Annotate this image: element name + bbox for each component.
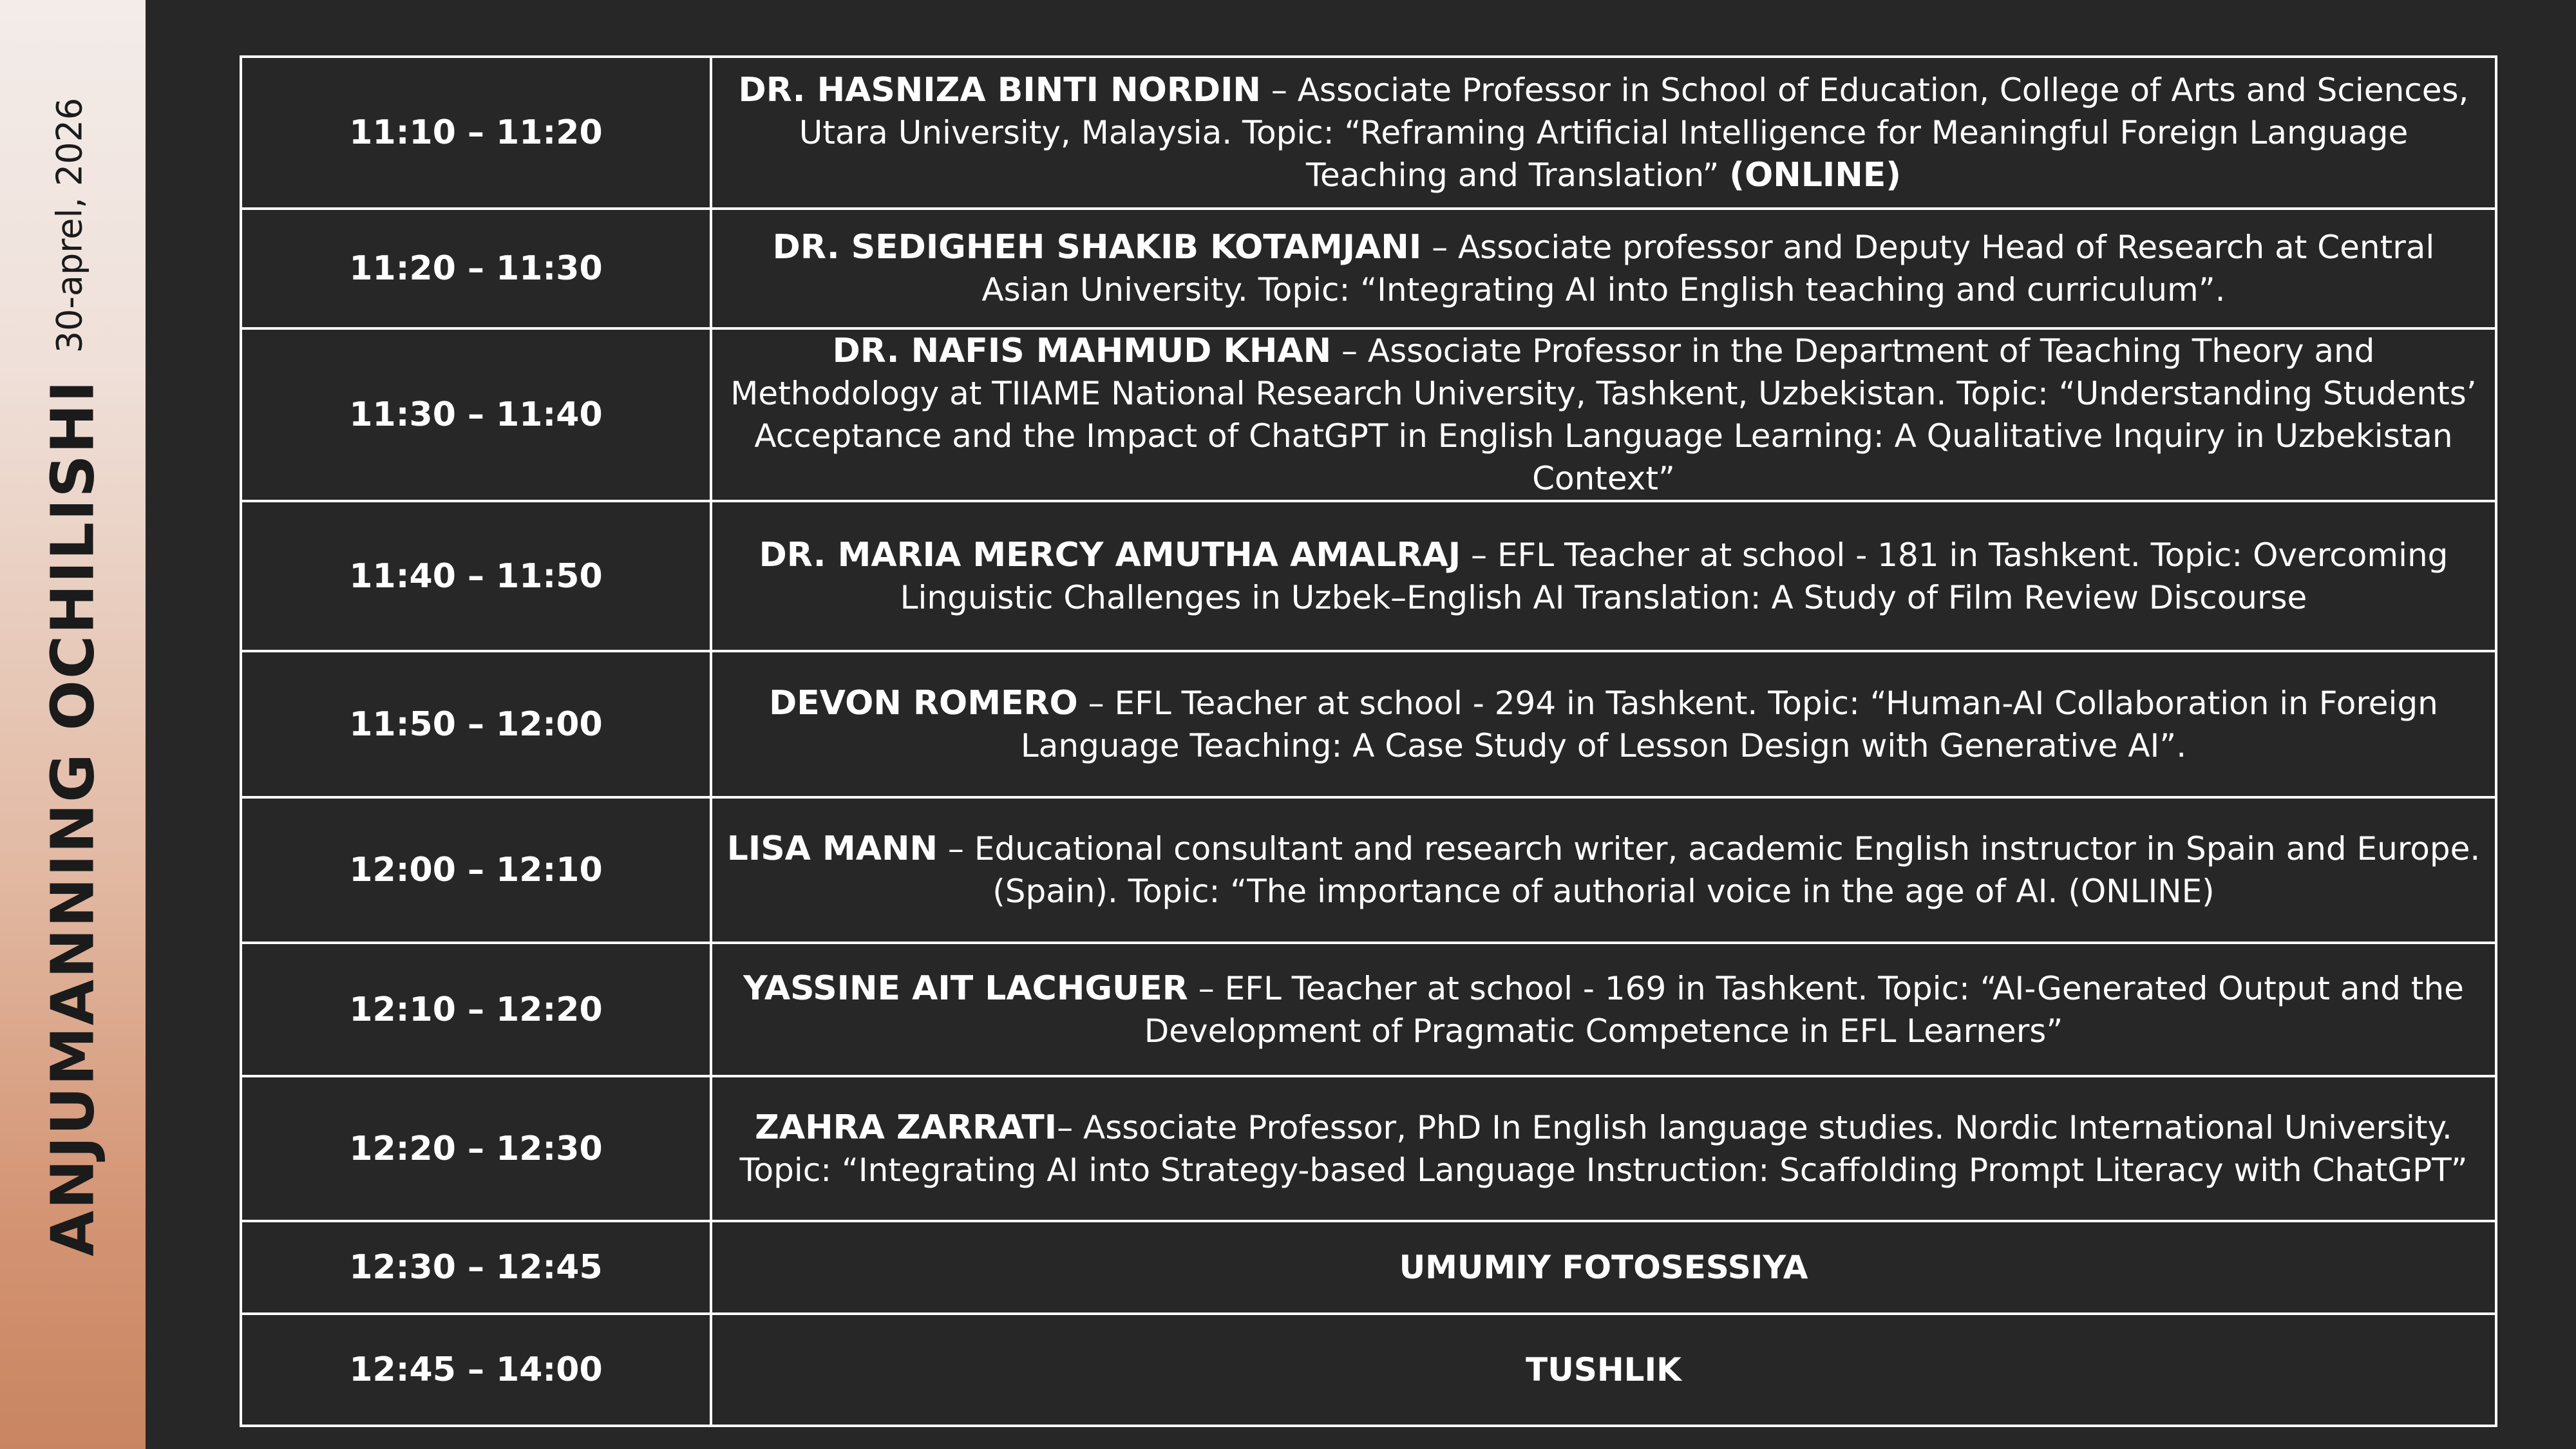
schedule-table bbox=[240, 55, 2497, 1427]
schedule-row bbox=[241, 501, 2496, 651]
session-time: 12:00 – 12:10 bbox=[241, 797, 711, 943]
session-description: – EFL Teacher at school - 169 in Tashkent. Topic: “AI-Generated Output and the Development of Pragmatic Competence in EFL Learners” bbox=[1144, 969, 2464, 1050]
session-description: – Associate Professor in the Department of Teaching Theory and Methodology at TIIAME National Research University, Tashkent, Uzbekistan. Topic: “Understanding Students’ Acceptance and the Impact of ChatGPT in English Language Learning: A Qualitative Inquiry in Uzbekistan Context” bbox=[730, 332, 2477, 497]
speaker-name: DR. NAFIS MAHMUD KHAN bbox=[832, 332, 1332, 370]
session-details bbox=[711, 57, 2496, 209]
session-description: – EFL Teacher at school - 181 in Tashkent. Topic: Overcoming Linguistic Challenges in Uzbek–English AI Translation: A Study of Film Review Discourse bbox=[900, 536, 2448, 616]
speaker-name: DR. MARIA MERCY AMUTHA AMALRAJ bbox=[759, 535, 1461, 574]
session-time: 11:40 – 11:50 bbox=[241, 501, 711, 651]
session-description: – Educational consultant and research writer, academic English instructor in Spain and Europe. (Spain). Topic: “The importance of authorial voice in the age of AI. (ONLINE) bbox=[938, 830, 2481, 910]
session-time: 12:10 – 12:20 bbox=[241, 943, 711, 1076]
speaker-name: YASSINE AIT LACHGUER bbox=[743, 969, 1188, 1008]
schedule-row bbox=[241, 943, 2496, 1076]
session-description: – Associate Professor in School of Education, College of Arts and Sciences, Utara University, Malaysia. Topic: “Reframing Artificial Intelligence for Meaningful Foreign Language Teaching and Translation” bbox=[799, 71, 2469, 194]
session-time: 11:10 – 11:20 bbox=[241, 57, 711, 209]
side-band bbox=[0, 0, 146, 1449]
session-details bbox=[711, 797, 2496, 943]
session-details bbox=[711, 501, 2496, 651]
session-description: – Associate Professor, PhD In English language studies. Nordic International University. Topic: “Integrating AI into Strategy-based Language Instruction: Scaffolding Prompt Literacy with ChatGPT” bbox=[739, 1108, 2468, 1189]
session-description: – EFL Teacher at school - 294 in Tashkent. Topic: “Human-AI Collaboration in Foreign Language Teaching: A Case Study of Lesson Design with Generative AI”. bbox=[1020, 684, 2438, 764]
speaker-name: ZAHRA ZARRATI bbox=[755, 1108, 1057, 1147]
session-event: UMUMIY FOTOSESSIYA bbox=[711, 1221, 2496, 1314]
online-note: (ONLINE) bbox=[1729, 156, 1902, 194]
schedule-row bbox=[241, 797, 2496, 943]
session-event: TUSHLIK bbox=[711, 1314, 2496, 1426]
speaker-name: DR. SEDIGHEH SHAKIB KOTAMJANI bbox=[772, 228, 1422, 267]
schedule-row bbox=[241, 1076, 2496, 1221]
speaker-name: LISA MANN bbox=[726, 829, 938, 868]
session-time: 12:20 – 12:30 bbox=[241, 1076, 711, 1221]
speaker-name: DR. HASNIZA BINTI NORDIN bbox=[738, 71, 1261, 109]
session-time: 11:20 – 11:30 bbox=[241, 209, 711, 328]
session-time: 12:45 – 14:00 bbox=[241, 1314, 711, 1426]
event-date: 30-aprel, 2026 bbox=[49, 97, 90, 354]
schedule-row bbox=[241, 651, 2496, 797]
session-time: 12:30 – 12:45 bbox=[241, 1221, 711, 1314]
speaker-name: DEVON ROMERO bbox=[769, 683, 1078, 723]
schedule-row bbox=[241, 57, 2496, 209]
event-title: ANJUMANNING OCHILISHI bbox=[38, 379, 108, 1256]
session-description: – Associate professor and Deputy Head of Research at Central Asian University. Topic: “Integrating AI into English teaching and curriculum”. bbox=[981, 229, 2435, 308]
session-time: 11:50 – 12:00 bbox=[241, 651, 711, 797]
session-details bbox=[711, 328, 2496, 501]
schedule-row bbox=[241, 1314, 2496, 1426]
schedule-row bbox=[241, 328, 2496, 501]
session-details bbox=[711, 651, 2496, 797]
schedule-row bbox=[241, 209, 2496, 328]
session-details bbox=[711, 1076, 2496, 1221]
session-details bbox=[711, 943, 2496, 1076]
schedule-row bbox=[241, 1221, 2496, 1314]
session-time: 11:30 – 11:40 bbox=[241, 328, 711, 501]
session-details bbox=[711, 209, 2496, 328]
